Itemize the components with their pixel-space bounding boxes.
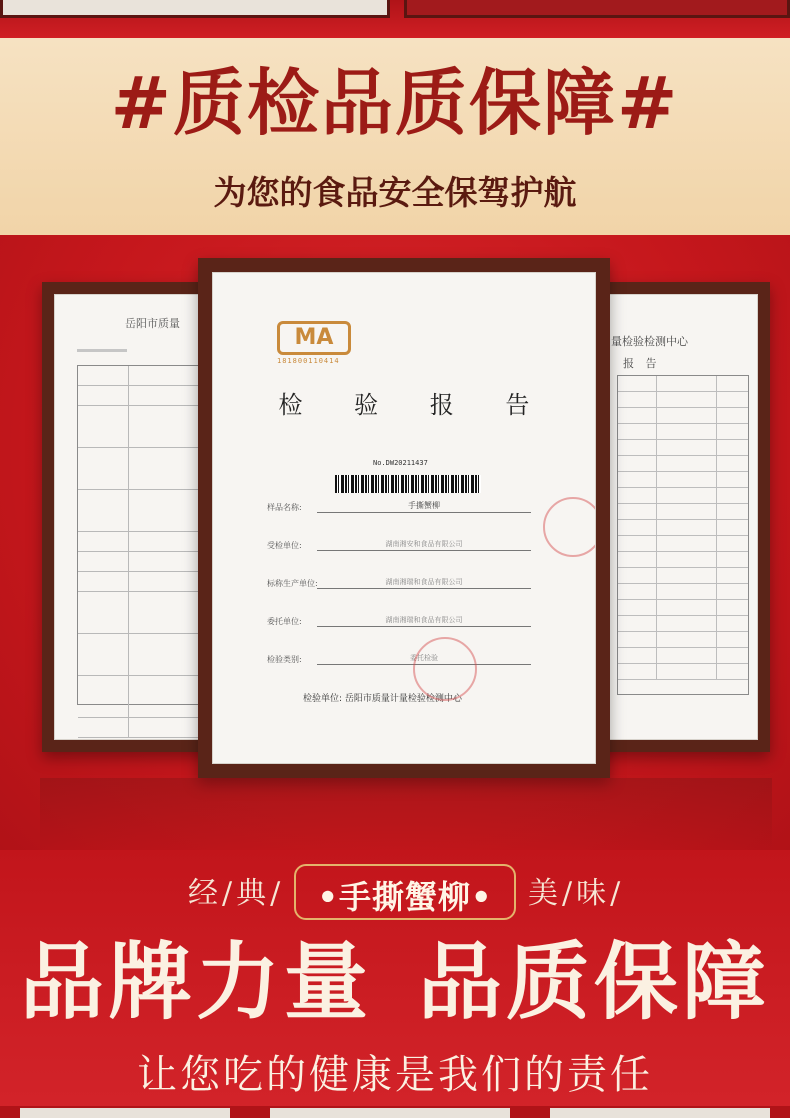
bottom-frame [20,1108,230,1118]
field-label: 委托单位: [267,617,302,626]
table-row [78,572,206,592]
field-line [317,588,531,589]
table-row [78,448,206,490]
field-value: 委托检验 [410,654,438,662]
field-sample-name [267,497,531,515]
field-manufacturer [267,573,531,591]
table-row [78,634,206,676]
top-frame-left [0,0,390,18]
table-row [618,536,748,552]
report-title: 检 验 报 告 [278,391,552,419]
cma-code: 181800110414 [277,357,340,365]
field-label: 检验类别: [267,655,302,664]
inspection-unit: 检验单位: 岳阳市质量计量检验检测中心 [303,694,462,704]
certificate-left-paper [54,294,206,740]
certificate-right-subtitle: 报 告 [623,357,661,370]
table-row [618,632,748,648]
field-line [317,626,531,627]
table-row [78,406,206,448]
top-frame-right [404,0,790,18]
bottom-strip [0,1106,790,1118]
table-row [618,648,748,664]
cma-logo: MA [277,321,351,355]
certificate-right-table [617,375,749,695]
slogan-brand-power: 品牌力量 [19,933,372,1031]
table-row [618,552,748,568]
table-row [78,532,206,552]
table-row [78,490,206,532]
table-row [618,600,748,616]
certificate-left-table [77,365,206,705]
bottom-frame [270,1108,510,1118]
table-row [618,504,748,520]
field-line [317,512,531,513]
product-name-box [294,864,516,920]
tagline [0,862,790,922]
table-row [78,552,206,572]
tagline-right: 美/味/ [528,876,625,911]
red-seal-stamp [413,637,477,701]
table-row [78,676,206,718]
inspection-report-paper [212,272,596,764]
field-value: 湖南湘瑞和食品有限公司 [385,578,463,586]
certificate-right-title: 量检验检测中心 [611,335,688,348]
table-row [618,616,748,632]
table-row [78,386,206,406]
table-row [618,568,748,584]
brand-slogan [0,922,790,1042]
field-label: 标称生产单位: [267,579,318,588]
table-row [78,366,206,386]
field-client [267,611,531,629]
table-row [618,488,748,504]
field-label: 受检单位: [267,541,302,550]
table-row [618,456,748,472]
slogan-quality-guarantee: 品质保障 [418,933,771,1031]
certificate-right-paper [604,294,758,740]
table-row [618,664,748,680]
table-row [78,592,206,634]
field-line [317,550,531,551]
certificate-left-title: 岳阳市质量 [125,317,180,330]
product-name: •手撕蟹柳• [317,878,493,916]
table-row [618,472,748,488]
barcode [335,475,481,493]
bottom-frame [550,1108,770,1118]
top-strip [0,0,790,38]
field-label: 样品名称: [267,503,302,512]
field-inspected-unit [267,535,531,553]
certificate-reflection [40,778,772,850]
report-number: No.DW20211437 [373,459,428,467]
banner-subtitle: 为您的食品安全保驾护航 [213,173,577,212]
field-value: 手撕蟹柳 [408,501,440,510]
field-inspection-type [267,649,531,667]
table-row [618,440,748,456]
table-row [78,718,206,738]
left-report-number [77,349,127,352]
red-seal-stamp [543,497,596,557]
field-value: 湖南湘瑞和食品有限公司 [385,616,463,624]
certificate-left [42,282,218,752]
table-row [618,584,748,600]
field-value: 湖南湘安和食品有限公司 [385,540,463,548]
banner-title: #质检品质保障# [110,60,680,145]
table-row [618,392,748,408]
table-row [618,376,748,392]
quality-banner [0,38,790,235]
tagline-left: 经/典/ [188,876,285,911]
table-row [618,424,748,440]
certificate-center [198,258,610,778]
table-row [618,408,748,424]
certificate-right [592,282,770,752]
table-row [618,520,748,536]
health-promise: 让您吃的健康是我们的责任 [137,1052,653,1098]
